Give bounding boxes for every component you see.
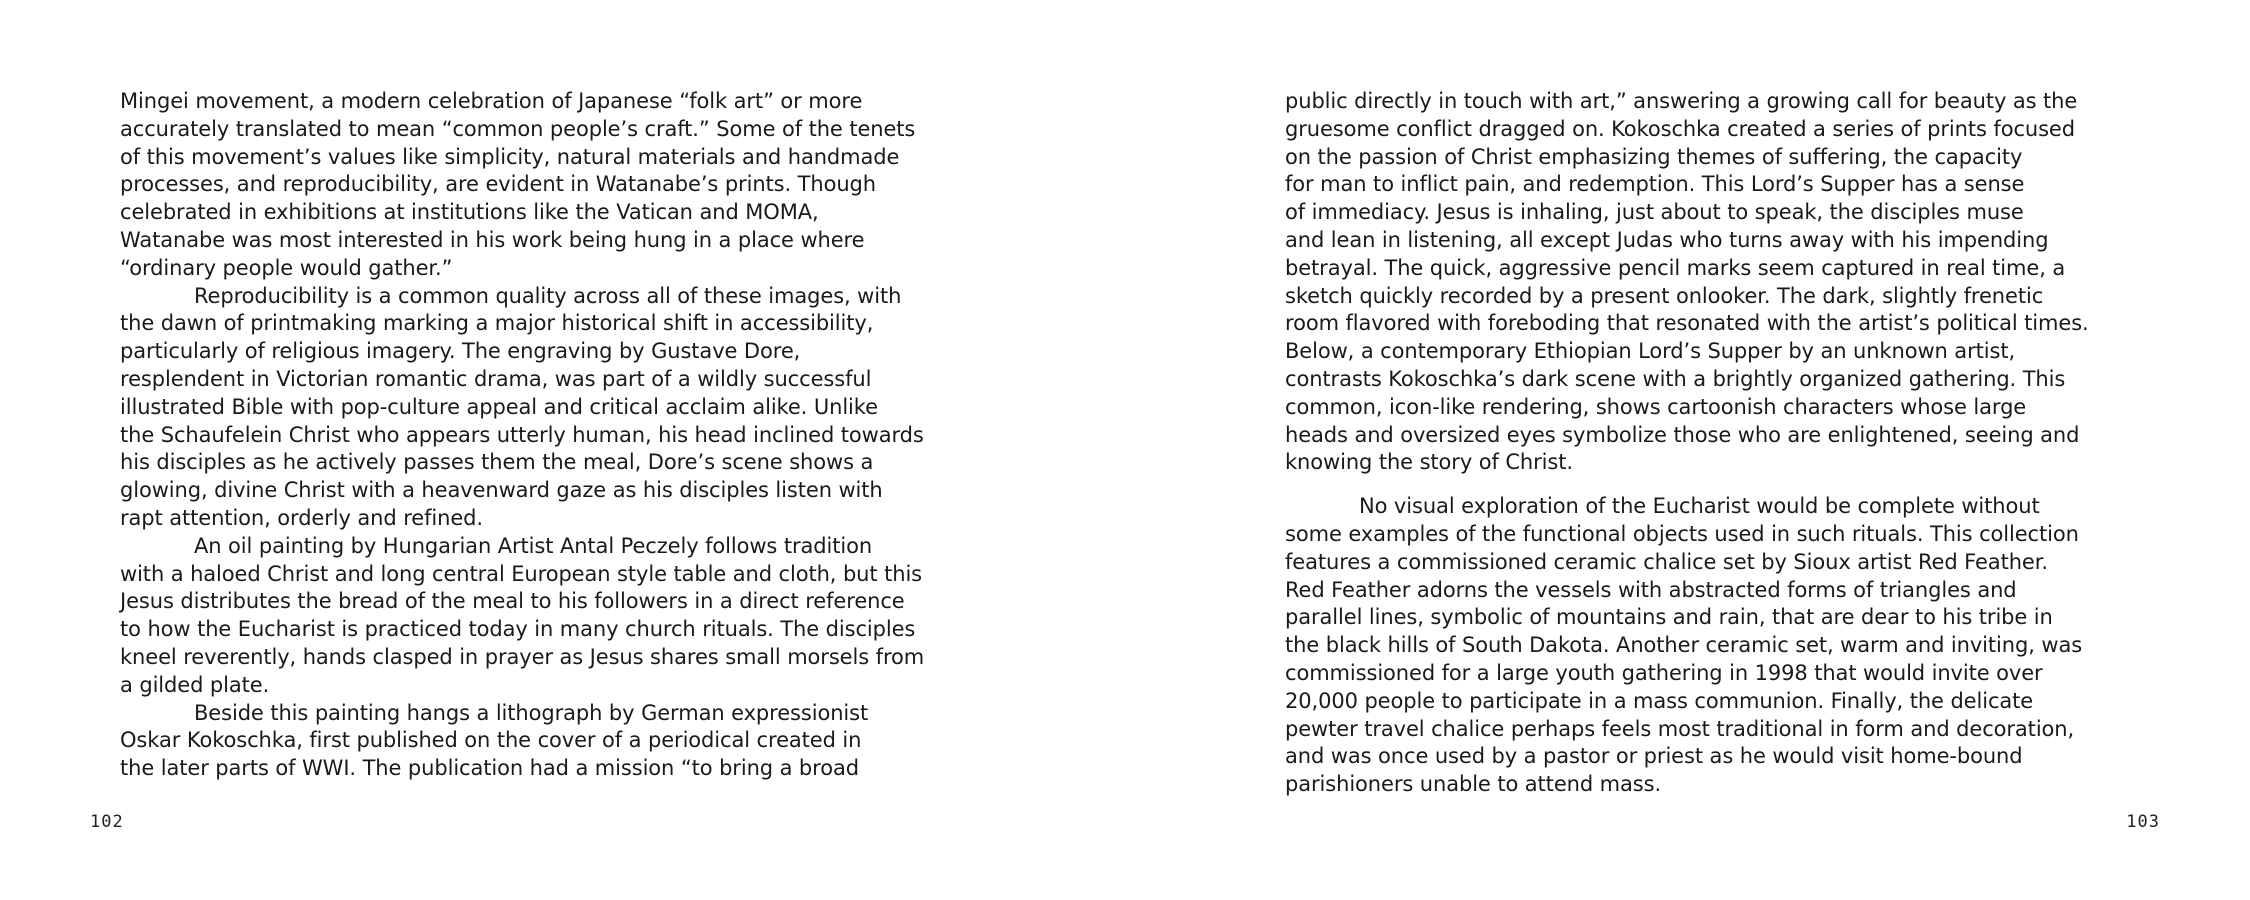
text-line: rapt attention, orderly and refined. [120,505,483,530]
text-line: on the passion of Christ emphasizing themes of suffering, the capacity [1285,144,2023,169]
text-line: kneel reverently, hands clasped in prayer as Jesus shares small morsels from [120,644,925,669]
text-line: Reproducibility is a common quality across all of these images, with [194,283,902,308]
text-line: Red Feather adorns the vessels with abstracted forms of triangles and [1285,577,2017,602]
text-line: and lean in listening, all except Judas who turns away with his impending [1285,227,2049,252]
text-line: for man to inflict pain, and redemption. This Lord’s Supper has a sense [1285,172,2025,197]
text-line: Beside this painting hangs a lithograph by German expressionist [194,700,869,725]
text-line: features a commissioned ceramic chalice set by Sioux artist Red Feather. [1285,549,2048,574]
paragraph [120,533,990,700]
text-line: public directly in touch with art,” answering a growing call for beauty as the [1285,89,2078,113]
right-page-body-text [1285,88,2165,799]
text-line: contrasts Kokoschka’s dark scene with a brightly organized gathering. This [1285,366,2066,391]
text-line: gruesome conflict dragged on. Kokoschka created a series of prints focused [1285,116,2075,141]
text-line: Oskar Kokoschka, first published on the cover of a periodical created in [120,728,862,753]
text-line: betrayal. The quick, aggressive pencil marks seem captured in real time, a [1285,255,2066,280]
text-line: the later parts of WWI. The publication had a mission “to bring a broad [120,756,859,781]
text-line: particularly of religious imagery. The engraving by Gustave Dore, [120,339,801,364]
left-page-body-text [120,88,990,783]
text-line: “ordinary people would gather.” [120,255,453,280]
paragraph [120,700,990,783]
text-line: Jesus distributes the bread of the meal to his followers in a direct reference [120,589,905,614]
text-line: sketch quickly recorded by a present onlooker. The dark, slightly frenetic [1285,283,2044,308]
text-line: the Schaufelein Christ who appears utterly human, his head inclined towards [120,422,924,447]
text-line: with a haloed Christ and long central European style table and cloth, but this [120,561,923,586]
text-line: some examples of the functional objects used in such rituals. This collection [1285,521,2079,546]
text-line: to how the Eucharist is practiced today in many church rituals. The disciples [120,617,916,642]
text-line: a gilded plate. [120,672,270,697]
text-line: No visual exploration of the Eucharist would be complete without [1359,494,2040,519]
text-line: the dawn of printmaking marking a major historical shift in accessibility, [120,311,874,336]
text-line: parishioners unable to attend mass. [1285,772,1662,797]
text-line: room flavored with foreboding that resonated with the artist’s political times. [1285,311,2089,336]
text-line: of immediacy. Jesus is inhaling, just about to speak, the disciples muse [1285,200,2024,225]
paragraph [1285,493,2165,799]
text-line: of this movement’s values like simplicity, natural materials and handmade [120,144,900,169]
text-line: parallel lines, symbolic of mountains and rain, that are dear to his tribe in [1285,605,2053,630]
text-line: Mingei movement, a modern celebration of Japanese “folk art” or more [120,89,863,113]
text-line: 20,000 people to participate in a mass communion. Finally, the delicate [1285,688,2034,713]
paragraph [120,283,990,533]
right-page [1125,0,2250,900]
paragraph-gap [1285,477,2165,493]
text-line: knowing the story of Christ. [1285,450,1573,475]
paragraph [120,88,990,283]
paragraph [1285,88,2165,477]
left-page-number: 102 [90,812,124,832]
text-line: Below, a contemporary Ethiopian Lord’s Supper by an unknown artist, [1285,339,2016,364]
text-line: the black hills of South Dakota. Another ceramic set, warm and inviting, was [1285,633,2083,658]
text-line: his disciples as he actively passes them the meal, Dore’s scene shows a [120,450,874,475]
text-line: An oil painting by Hungarian Artist Antal Peczely follows tradition [194,533,873,558]
text-line: processes, and reproducibility, are evident in Watanabe’s prints. Though [120,172,876,197]
text-line: illustrated Bible with pop-culture appeal and critical acclaim alike. Unlike [120,394,878,419]
text-line: and was once used by a pastor or priest as he would visit home-bound [1285,744,2023,769]
text-line: glowing, divine Christ with a heavenward gaze as his disciples listen with [120,478,883,503]
text-line: common, icon-like rendering, shows cartoonish characters whose large [1285,394,2027,419]
right-page-number: 103 [2126,812,2160,832]
text-line: commissioned for a large youth gathering in 1998 that would invite over [1285,660,2043,685]
text-line: pewter travel chalice perhaps feels most traditional in form and decoration, [1285,716,2075,741]
text-line: Watanabe was most interested in his work being hung in a place where [120,227,865,252]
text-line: resplendent in Victorian romantic drama, was part of a wildly successful [120,366,872,391]
text-line: accurately translated to mean “common people’s craft.” Some of the tenets [120,116,916,141]
text-line: heads and oversized eyes symbolize those who are enlightened, seeing and [1285,422,2080,447]
text-line: celebrated in exhibitions at institutions like the Vatican and MOMA, [120,200,819,225]
